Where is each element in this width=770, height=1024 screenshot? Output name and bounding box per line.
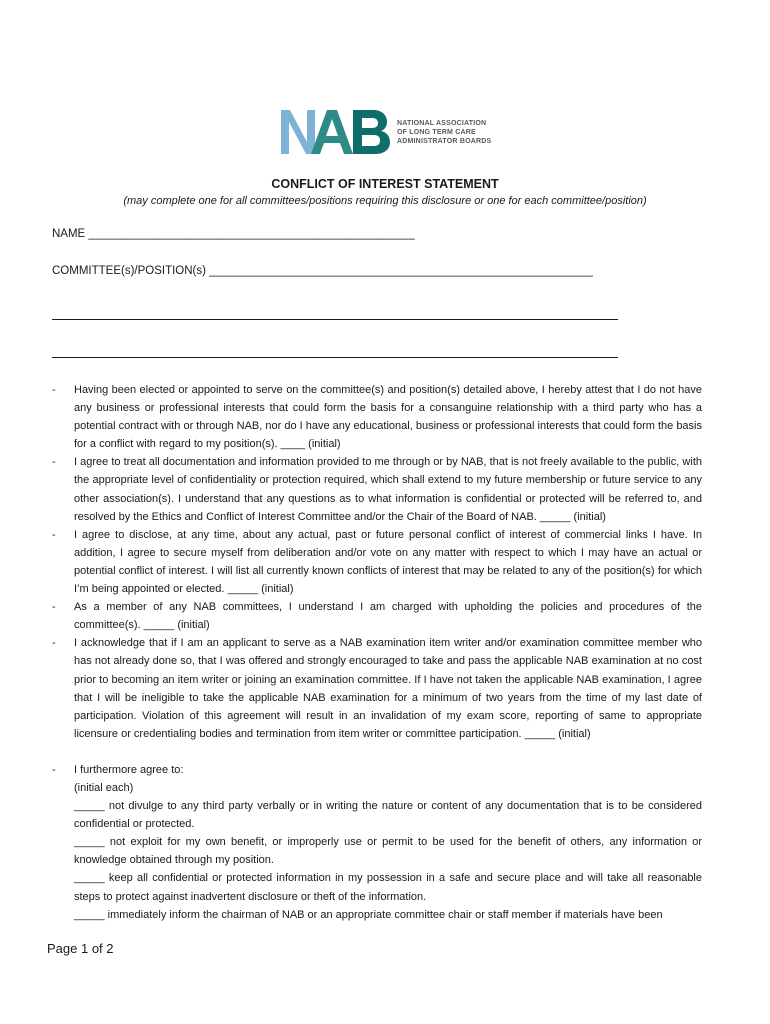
logo-line-3: ADMINISTRATOR BOARDS xyxy=(397,137,492,145)
furthermore-lead: I furthermore agree to: xyxy=(74,763,184,776)
logo-line-1: NATIONAL ASSOCIATION xyxy=(397,119,487,127)
blank-line-2[interactable] xyxy=(52,357,618,358)
attestation-text: I acknowledge that if I am an applicant to serve as a NAB examination item writer and/or examination committee member who has not already done so, that I was offered and strongly encouraged to take and pass the applicable NAB examination at no cost prior to becoming an item writer or joining an examination committee. If I have not taken the applicable NAB examination, I agree that I will be ineligible to take the applicable NAB examination for a minimum of two years from the time of my last date of participation. Violation of this agreement will result in an invalidation of my exam score, reporting of same to appropriate licensure or credentialing bodies and termination from item writer or committee participation. _____ (initial) xyxy=(74,637,702,740)
attestation-text: As a member of any NAB committees, I understand I am charged with upholding the policies and procedures of the committee(s). _____ (initial) xyxy=(74,601,702,632)
nab-logo xyxy=(281,108,501,156)
attestation-list xyxy=(52,381,702,924)
attestation-item: - Having been elected or appointed to serve on the committee(s) and position(s) detailed above, I hereby attest that I do not have any business or professional interests that could form the basis for a consanguine relationship with a third party who has a potential contract with or through NAB, nor do I have any educational, business or professional interests that could form the basis for a conflict with regard to my position(s). ____ (initial) xyxy=(52,384,702,451)
document-title: CONFLICT OF INTEREST STATEMENT xyxy=(271,177,499,191)
furthermore-subitem: _____ not divulge to any third party verbally or in writing the nature or content of any documentation that is to be considered confidential or protected. xyxy=(74,800,702,831)
attestation-item: - As a member of any NAB committees, I understand I am charged with upholding the policies and procedures of the committee(s). _____ (initial) xyxy=(52,601,702,632)
logo-line-2: OF LONG TERM CARE xyxy=(397,128,476,136)
page-number: Page 1 of 2 xyxy=(47,941,114,956)
attestation-text: Having been elected or appointed to serve on the committee(s) and position(s) detailed above, I hereby attest that I do not have any business or professional interests that could form the basis for a consanguine relationship with a third party who has a potential contract with or through NAB, nor do I have any educational, business or professional interests that could form the basis for a conflict with regard to my position(s). ____ (initial) xyxy=(74,384,702,451)
furthermore-subitem: _____ immediately inform the chairman of NAB or an appropriate committee chair or staff member if materials have been xyxy=(74,908,663,921)
nab-logo-mark xyxy=(281,108,393,156)
furthermore-note: (initial each) xyxy=(74,781,134,794)
attestation-item: - I agree to disclose, at any time, about any actual, past or future personal conflict of interest of commercial links I have. In addition, I agree to secure myself from deliberation and/or vote on any matter with respect to which I may have an actual or potential conflict of interest. I will list all currently known conflicts of interest that may be related to any of the position(s) for which I’m being appointed or elected. _____ (initial) xyxy=(52,528,702,596)
furthermore-subitem: _____ not exploit for my own benefit, or improperly use or permit to be used for the benefit of others, any information or knowledge obtained through my position. xyxy=(74,836,702,867)
furthermore-item: - I furthermore agree to: (initial each) _____ not divulge to any third party verbally or in writing the nature or content of any documentation that is to be considered confidential or protected. _____ not exploit for my own benefit, or improperly use or permit to be used for the benefit of others, any information or knowledge obtained through my position. _____ keep all confidential or protected information in my possession in a safe and secure place and will take all reasonable steps to protect against inadvertent disclosure or theft of the information. _____ immediately inform the chairman of NAB or an appropriate committee chair or staff member if materials have been xyxy=(52,761,702,924)
attestation-item: - I agree to treat all documentation and information provided to me through or by NAB, that is not freely available to the public, with the appropriate level of confidentiality or protection required, which shall extend to my future membership or future service to any other association(s). I understand that any questions as to what information is confidential or protected will be referred to, and resolved by the Ethics and Conflict of Interest Committee and/or the Chair of the Board of NAB. _____ (initial) xyxy=(52,456,702,523)
logo-wordmark xyxy=(397,119,497,146)
attestation-item: - I acknowledge that if I am an applicant to serve as a NAB examination item writer and/or examination committee member who has not already done so, that I was offered and strongly encouraged to take and pass the applicable NAB examination at no cost prior to becoming an item writer or joining an examination committee. If I have not taken the applicable NAB examination, I agree that I will be ineligible to take the applicable NAB examination for a minimum of two years from the time of my last date of participation. Violation of this agreement will result in an invalidation of my exam score, reporting of same to appropriate licensure or credentialing bodies and termination from item writer or committee participation. _____ (initial) xyxy=(52,637,702,740)
furthermore-subitem: _____ keep all confidential or protected information in my possession in a safe and secure place and will take all reasonable steps to protect against inadvertent disclosure or theft of the information. xyxy=(74,872,702,903)
document-subtitle: (may complete one for all committees/positions requiring this disclosure or one for each committee/position) xyxy=(123,195,647,207)
committee-position-field[interactable]: COMMITTEE(s)/POSITION(s) ____________________________________________________________ xyxy=(52,265,593,277)
attestation-text: I agree to disclose, at any time, about any actual, past or future personal conflict of interest of commercial links I have. In addition, I agree to secure myself from deliberation and/or vote on any matter with respect to which I may have an actual or potential conflict of interest. I will list all currently known conflicts of interest that may be related to any of the position(s) for which I’m being appointed or elected. _____ (initial) xyxy=(74,528,702,596)
blank-line-1[interactable] xyxy=(52,319,618,320)
attestation-text: I agree to treat all documentation and information provided to me through or by NAB, that is not freely available to the public, with the appropriate level of confidentiality or protection required, which shall extend to my future membership or future service to any other association(s). I understand that any questions as to what information is confidential or protected will be referred to, and resolved by the Ethics and Conflict of Interest Committee and/or the Chair of the Board of NAB. _____ (initial) xyxy=(74,456,702,523)
name-field[interactable]: NAME ___________________________________________________ xyxy=(52,228,415,240)
